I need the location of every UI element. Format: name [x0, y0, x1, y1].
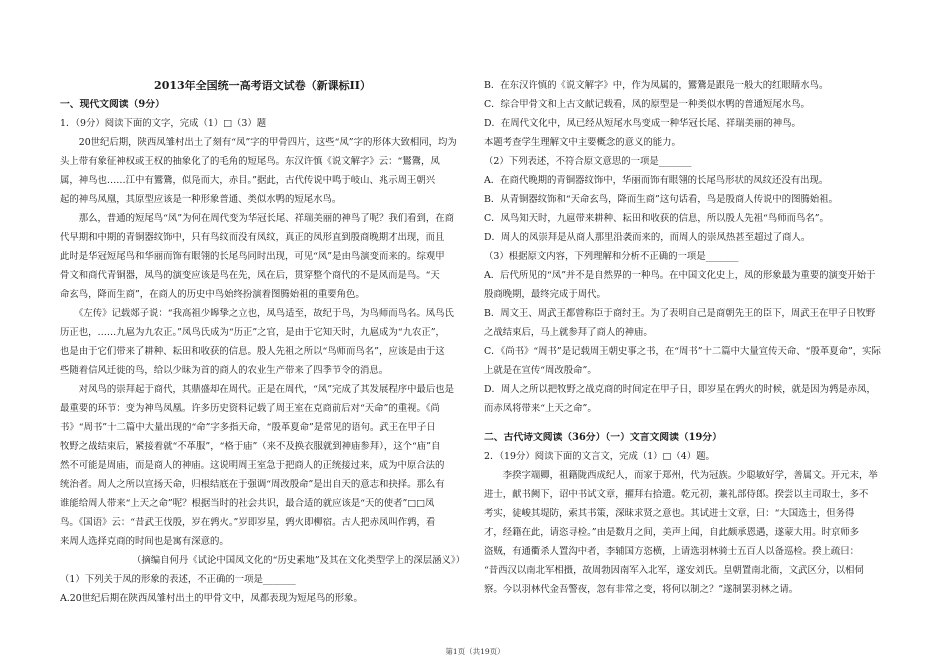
classical-passage-line: “昔西汉以南北军相摄，故周勃因南军入北军，遂安刘氏。皇朝置南北衙，文武区分，以相伺: [484, 565, 864, 576]
passage-line: 代早期和中期的青铜器纹饰中，只有鸟纹而没有凤纹，真正的凤形直到殷商晚期才出现，而且: [60, 232, 445, 243]
passage-line: 头上带有象征神权或王权的抽象化了的毛角的短尾鸟。东汉许慎《说文解字》云：“鸑鷟，凤: [60, 156, 440, 167]
option-d: D．周人的凤崇拜是从商人那里沿袭而来的，而周人的崇凤热甚至超过了商人。: [484, 232, 811, 243]
passage-line: 命玄鸟，降而生商”，在商人的历史中鸟始终扮演着图腾始祖的重要角色。: [60, 289, 365, 300]
option-b: B．在东汉许慎的《说文解字》中，作为凤属的，鸑鷟是跟凫一般大的红眼睛水鸟。: [484, 80, 829, 91]
passage-line: 谁能给周人带来“上天之命”呢？根据当时的社会共识，最合适的就应该是“天的使者”□□凤: [60, 498, 435, 509]
option-c: C．《尚书》“周书”是记载周王朝史事之书，在“周书”十二篇中大量宣传天命、“殷革夏命”，实际: [484, 346, 881, 357]
passage-line: 属，神鸟也……江中有鸑鷟，似凫而大，赤目。”据此，古代传说中鸣于岐山、兆示周王朝兴: [60, 175, 436, 186]
subquestion-2-stem: （2）下列表述，不符合原文意思的一项是_______: [484, 156, 692, 167]
option-b: B．周文王、周武王都曾称臣于商纣王。为了表明自己是商朝先王的臣下，周武王在甲子日牧野: [484, 308, 876, 319]
passage-line: 统治者。周人之所以宣扬天命，归根结底在于强调“周改殷命”是出自天的意志和抉择。那么有: [60, 479, 445, 490]
classical-passage-line: 察。今以羽林代金吾警夜，忽有非常之变，将何以制之？”遂制罢羽林之请。: [484, 584, 799, 595]
question-2-stem: 2．（19分）阅读下面的文言文，完成（1）□（4）题。: [484, 451, 715, 462]
page-number-footer: 第1页（共19页）: [445, 647, 505, 656]
analysis-note: 本题考查学生理解文中主要概念的意义的能力。: [484, 137, 681, 148]
classical-passage-line: 进士，献书阙下，诏中书试文章，擢拜右拾遗。乾元初，兼礼部侍郎。揆尝以主司取士，多不: [484, 489, 869, 500]
section-heading-classical-reading: 二、古代诗文阅读（36分）（一）文言文阅读（19分）: [484, 432, 722, 443]
question-1-stem: 1．（9分）阅读下面的文字，完成（1）□（3）题: [60, 118, 267, 129]
option-d: D．在周代文化中，凤已经从短尾水鸟变成一种华冠长尾、祥瑞美丽的神鸟。: [484, 118, 801, 129]
option-c: C．凤鸟知天时，九扈带来耕种、耘田和收获的信息，所以殷人先祖“鸟师而鸟名”。: [484, 213, 829, 224]
option-a-cont: 殷商晚期，最终完成于周代。: [484, 289, 606, 300]
passage-line: 20世纪后期，陕西凤雏村出土了刻有“凤”字的甲骨四片，这些“凤”字的形体大致相同，均为: [60, 137, 457, 148]
classical-passage-line: 考实，徒峻其堤防，索其书策，深昧求贤之意也。其试进士文章，曰：“大国选士，但务得: [484, 508, 855, 519]
passage-line: 然不可能是周庙，而是商人的神庙。这说明周王室急于把商人的正统接过来，成为中原合法的: [60, 460, 445, 471]
option-a: A．后代所见的“凤”并不是自然界的一种鸟。在中国文化史上，凤的形象最为重要的演变开始于: [484, 270, 876, 281]
passage-line: 牧野之战结束后，紧接着就“不革服”，“格于庙”（来不及换衣服就到神庙参拜），这个“庙”自: [60, 441, 441, 452]
classical-passage-line: 才，经籍在此，请恣寻检。”由是数月之间，美声上闻，自此颇承恩遇，遂蒙大用。时京师多: [484, 527, 860, 538]
passage-line: 来周人选择克商的时间也是寓有深意的。: [60, 536, 229, 547]
source-citation: （摘编自何丹《试论中国凤文化的“历史素地”及其在文化类型学上的深层涵义》）: [131, 555, 465, 566]
passage-line: 最重要的环节：变为神鸟凤凰。许多历史资料记载了周王室在克商前后对“天命”的重视。《尚: [60, 403, 440, 414]
section-heading-modern-reading: 一、现代文阅读（9分）: [60, 99, 165, 110]
passage-line: 《左传》记载郯子说：“我高祖少皞挚之立也，凤鸟适至，故纪于鸟，为鸟师而鸟名。凤鸟氏: [60, 308, 454, 319]
option-d-cont: 而赤凤将带来“上天之命”。: [484, 403, 597, 414]
passage-line: 鸟。《国语》云：“昔武王伐殷，岁在鹑火。”岁即岁星，鹑火即柳宿。古人把赤凤叫作鹑，看: [60, 517, 436, 528]
passage-line: 骨文和商代青铜器，凤鸟的演变应该是鸟在先，凤在后，贯穿整个商代的不是凤而是鸟。“天: [60, 270, 440, 281]
passage-line: 那么，普通的短尾鸟“凤”为何在周代变为华冠长尾、祥瑞美丽的神鸟了呢？我们看到，在商: [60, 213, 454, 224]
subquestion-1-stem: （1）下列关于凤的形象的表述，不正确的一项是_______: [60, 574, 296, 585]
passage-line: 历正也，……九扈为九农正。”凤鸟氏成为“历正”之官，是由于它知天时，九扈成为“九农正”，: [60, 327, 445, 338]
option-d: D．周人之所以把牧野之战克商的时间定在甲子日，即岁星在鹑火的时候，就是因为鹑是赤凤，: [484, 384, 876, 395]
option-c: C．综合甲骨文和上古文献记载看，凤的原型是一种类似水鸭的普通短尾水鸟。: [484, 99, 810, 110]
classical-passage-line: 盗贼，有通衢杀人置沟中者，李辅国方恣横，上请选羽林骑士五百人以备巡检。揆上疏曰：: [484, 546, 860, 557]
subquestion-3-stem: （3）根据原文内容，下列理解和分析不正确的一项是_______: [484, 251, 739, 262]
passage-line: 对凤鸟的崇拜起于商代，其鼎盛却在周代。正是在周代，“凤”完成了其发展程序中最后也是: [60, 384, 454, 395]
passage-line: 些随着信风迁徙的鸟，给以少昧为首的商人的农业生产带来了四季节令的消息。: [60, 365, 389, 376]
option-c-cont: 上就是在宣传“周改殷命”。: [484, 365, 597, 376]
passage-line: 书》“周书”十二篇中大量出现的“命”字多指天命，“殷革夏命”是常见的语句。武王在甲子日: [60, 422, 436, 433]
page-title: 2013年全国统一高考语文试卷（新课标II）: [154, 80, 371, 92]
option-a: A．在商代晚期的青铜器纹饰中，华丽而饰有眼翎的长尾鸟形状的凤纹还没有出现。: [484, 175, 829, 186]
option-b-cont: 之战结束后，马上就参拜了商人的神庙。: [484, 327, 653, 338]
classical-passage-line: 李揆字端卿，祖籍陇西成纪人，而家于郑州，代为冠族。少聪敏好学，善属文。开元末，举: [484, 470, 878, 481]
passage-line: 也是由于它们带来了耕种、耘田和收获的信息。殷人先祖之所以“鸟师而鸟名”，应该是由于这: [60, 346, 445, 357]
passage-line: 此时是华冠短尾鸟和华丽而饰有眼翎的长尾鸟同时出现，可见“凤”是由鸟演变而来的。综观甲: [60, 251, 445, 262]
option-a: A.20世纪后期在陕西凤雏村出土的甲骨文中，凤都表现为短尾鸟的形象。: [60, 593, 363, 604]
option-b: B．从青铜器纹饰和“天命玄鸟，降而生商”这句话看，鸟是殷商人传说中的图腾始祖。: [484, 194, 838, 205]
passage-line: 起的神鸟凤凰，其原型应该是一种形象普通、类似水鸭的短尾水鸟。: [60, 194, 342, 205]
